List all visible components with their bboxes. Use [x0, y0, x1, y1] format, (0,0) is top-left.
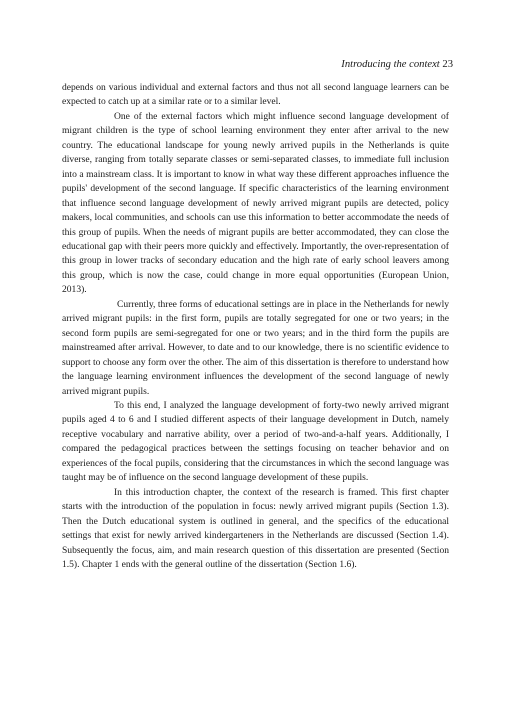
- paragraph: depends on various individual and external factors and thus not all second language learners can be expected to catch up at a similar rate or to a similar level.: [62, 82, 449, 108]
- running-header: [341, 58, 453, 72]
- page-number: 23: [442, 59, 453, 70]
- paragraph: Currently, three forms of educational settings are in place in the Netherlands for newly arrived migrant pupils: in the first form, pupils are totally segregated for one or two years; in the second form pupils are semi-segregated for one or two years; and in the third form the pupils are mainstreamed after arrival. However, to date and to our knowledge, there is no scientific evidence to support to choose any form over the other. The aim of this dissertation is therefore to understand how the language learning environment influences the development of the second language of newly arrived migrant pupils.: [62, 298, 449, 397]
- running-header-title: Introducing the context: [341, 59, 440, 70]
- paragraph: In this introduction chapter, the context of the research is framed. This first chapter starts with the introduction of the population in focus: newly arrived migrant pupils (Section 1.3). Then the Dutch educational system is outlined in general, and the specifics of the educational settings that exist for newly arrived kindergarteners in the Netherlands are discussed (Section 1.4). Subsequently the focus, aim, and main research question of this dissertation are presented (Section 1.5). Chapter 1 ends with the general outline of the dissertation (Section 1.6).: [62, 486, 449, 570]
- body-text: [62, 81, 449, 572]
- paragraph: To this end, I analyzed the language development of forty-two newly arrived migrant pupils aged 4 to 6 and I studied different aspects of their language development in Dutch, namely receptive vocabulary and narrative ability, over a period of two-and-a-half years. Additionally, I compared the pedagogical practices between the settings focusing on teacher behavior and on experiences of the focal pupils, considering that the circumstances in which the second language was taught may be of influence on the second language development of these pupils.: [62, 399, 449, 484]
- paragraph: One of the external factors which might influence second language development of migrant children is the type of school learning environment they enter after arrival to the new country. The educational landscape for young newly arrived pupils in the Netherlands is quite diverse, ranging from totally separate classes or semi-separated classes, to immediate full inclusion into a mainstream class. It is important to know in what way these different approaches influence the pupils' development of the second language. If specific characteristics of the learning environment that influence second language development of newly arrived migrant pupils are detected, policy makers, local communities, and schools can use this information to better accommodate the needs of this group of pupils. When the needs of migrant pupils are better accommodated, they can close the educational gap with their peers more quickly and effectively. Importantly, the over-representation of this group in lower tracks of secondary education and the high rate of early school leavers among this group, which is now the case, could change in more equal opportunities (European Union, 2013).: [62, 110, 449, 296]
